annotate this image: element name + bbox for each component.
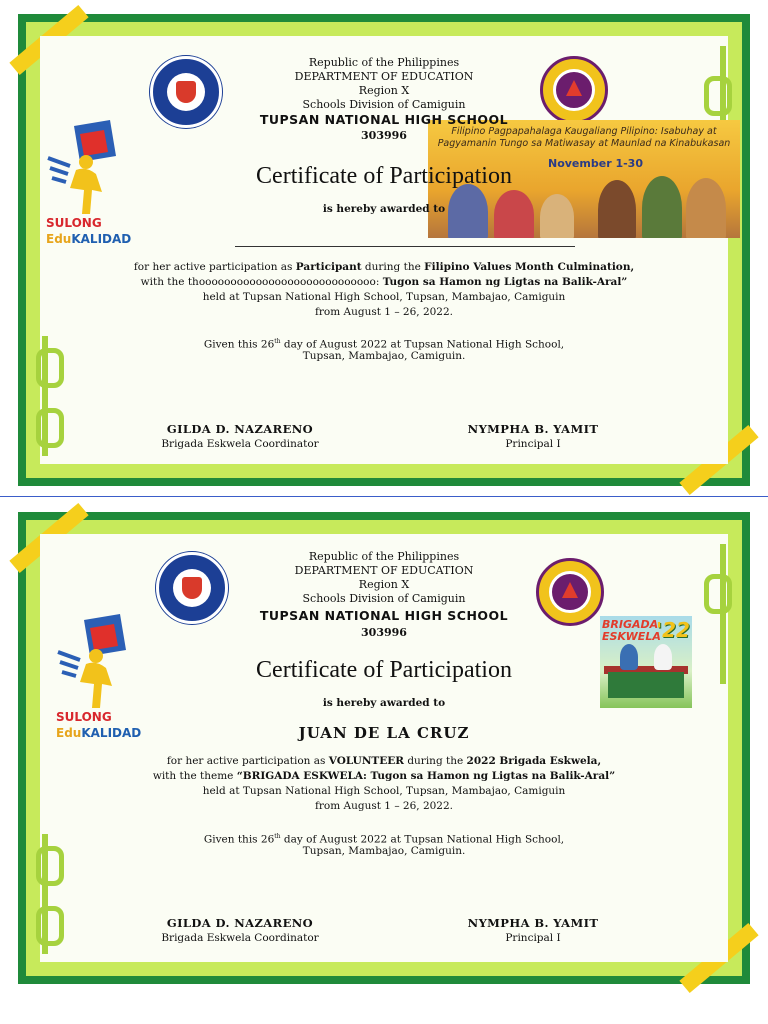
header-division: Schools Division of Camiguin [302,592,466,605]
illustration-person [540,194,574,238]
body-line-1: for her active participation as VOLUNTEER during the 2022 Brigada Eskwela, [166,755,602,767]
ornament [36,906,64,946]
header-department: DEPARTMENT OF EDUCATION [294,564,474,577]
edukalidad-text: EduKALIDAD [56,726,142,740]
sulong-text: SULONG [46,216,102,230]
recipient-name: JUAN DE LA CRUZ [298,724,470,742]
signatory-coordinator [130,422,350,451]
brigada-word: BRIGADA [602,618,659,631]
signatory-name: NYMPHA B. YAMIT [467,422,599,436]
given-line-2: Tupsan, Mambajao, Camiguin. [302,845,466,857]
signatory-name: NYMPHA B. YAMIT [467,916,599,930]
body-line-2: with the thoooooooooooooooooooooooooooo: Tugon sa Hamon ng Ligtas na Balik-Aral” [140,276,628,288]
header-republic: Republic of the Philippines [308,550,460,563]
body-line-4: from August 1 – 26, 2022. [315,800,453,812]
sulong-text: SULONG [56,710,112,724]
eskwela-word: ESKWELA [602,630,661,643]
awarded-text: is hereby awarded to [322,203,446,215]
signatory-coordinator [130,916,350,945]
signatory-role: Principal I [505,438,561,450]
recipient-line [235,246,575,247]
certificate-title: Certificate of Participation [256,657,512,683]
school-name: TUPSAN NATIONAL HIGH SCHOOL [259,112,509,127]
awarded-text: is hereby awarded to [322,697,446,709]
body-line-3: held at Tupsan National High School, Tupsan, Mambajao, Camiguin [202,291,566,303]
school-id: 303996 [361,129,407,142]
signatory-name: GILDA D. NAZARENO [166,916,314,930]
given-line-1: Given this 26th day of August 2022 at Tupsan National High School, [203,338,565,351]
edukalidad-text: EduKALIDAD [46,232,132,246]
signatory-name: GILDA D. NAZARENO [166,422,314,436]
signatory-principal [423,916,643,945]
body-line-2: with the theme “BRIGADA ESKWELA: Tugon sa Hamon ng Ligtas na Balik-Aral” [152,770,616,782]
page-divider [0,496,768,497]
school-id: 303996 [361,626,407,639]
certificate-volunteer [18,512,750,984]
body-line-3: held at Tupsan National High School, Tupsan, Mambajao, Camiguin [202,785,566,797]
given-line-2: Tupsan, Mambajao, Camiguin. [302,350,466,362]
signatory-principal [423,422,643,451]
banner-tagline: Filipino Pagpapahalaga Kaugaliang Pilipino: Isabuhay at Pagyamanin Tungo sa Matiwasay at Maunlad na Kinabukasan [437,126,731,149]
signatory-role: Principal I [505,932,561,944]
header-department: DEPARTMENT OF EDUCATION [294,70,474,83]
header-region: Region X [358,578,410,591]
certificate-paper [40,36,731,464]
body-line-4: from August 1 – 26, 2022. [315,306,453,318]
signatory-role: Brigada Eskwela Coordinator [161,932,319,944]
signatory-role: Brigada Eskwela Coordinator [161,438,319,450]
given-line-1: Given this 26th day of August 2022 at Tupsan National High School, [203,833,565,846]
certificate-participant [18,14,750,486]
banner-dates: November 1-30 [548,157,643,170]
header-republic: Republic of the Philippines [308,56,460,69]
school-name: TUPSAN NATIONAL HIGH SCHOOL [259,608,509,623]
body-line-1: for her active participation as Participant during the Filipino Values Month Culmination, [133,261,635,273]
brigada-year: '22 [656,618,690,642]
certificate-paper [40,534,728,962]
certificate-title: Certificate of Participation [256,163,512,189]
ornament [36,408,64,448]
header-region: Region X [358,84,410,97]
header-division: Schools Division of Camiguin [302,98,466,111]
